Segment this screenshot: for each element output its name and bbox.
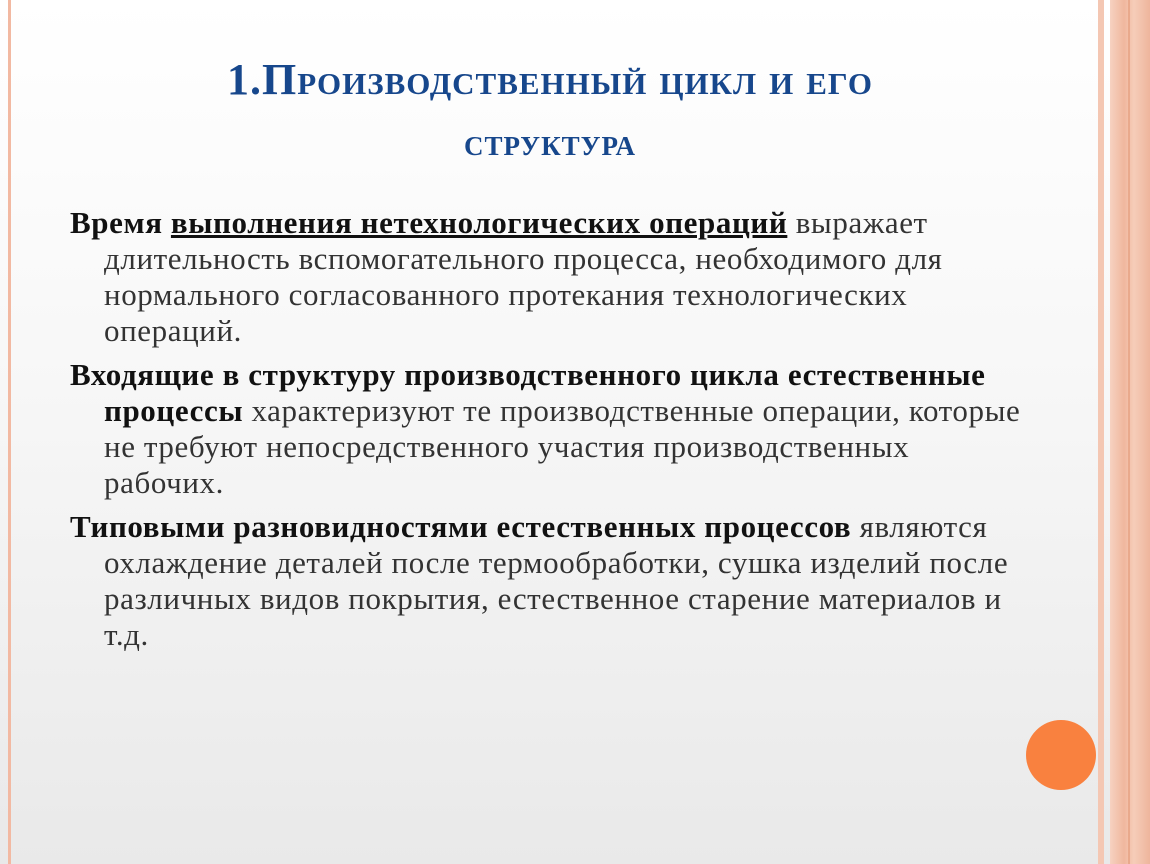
paragraph-2-text: характеризуют те производственные операции, которые не требуют непосредственного участия производственных рабочих. <box>104 393 1021 500</box>
title-line-2: структура <box>463 122 637 164</box>
right-border-stripe <box>1098 0 1104 864</box>
paragraph-1-bold-underlined: выполнения нетехнологических операций <box>170 205 788 240</box>
left-border-line <box>8 0 11 864</box>
paragraph-3-bold: Типовыми разновидностями естественных процессов <box>70 509 852 544</box>
paragraph-3-text: являются охлаждение деталей после термообработки, сушка изделий после различных видов покрытия, естественное старение материалов и т.д. <box>104 509 1009 652</box>
right-border-band <box>1110 0 1150 864</box>
title-line-1: 1.Производственный цикл и его <box>227 55 873 104</box>
slide-title <box>80 52 1020 168</box>
orange-circle-decoration <box>1026 720 1096 790</box>
paragraph-2 <box>70 357 1030 501</box>
right-border-line <box>1128 0 1130 864</box>
paragraph-1-text: выражает длительность вспомогательного процесса, необходимого для нормального согласованного протекания технологических операций. <box>104 205 943 348</box>
paragraph-3 <box>70 509 1030 653</box>
slide-body <box>70 205 1030 661</box>
paragraph-2-bold: Входящие в структуру производственного цикла естественные процессы <box>70 357 986 428</box>
paragraph-1 <box>70 205 1030 349</box>
paragraph-1-bold: Время <box>70 205 171 240</box>
